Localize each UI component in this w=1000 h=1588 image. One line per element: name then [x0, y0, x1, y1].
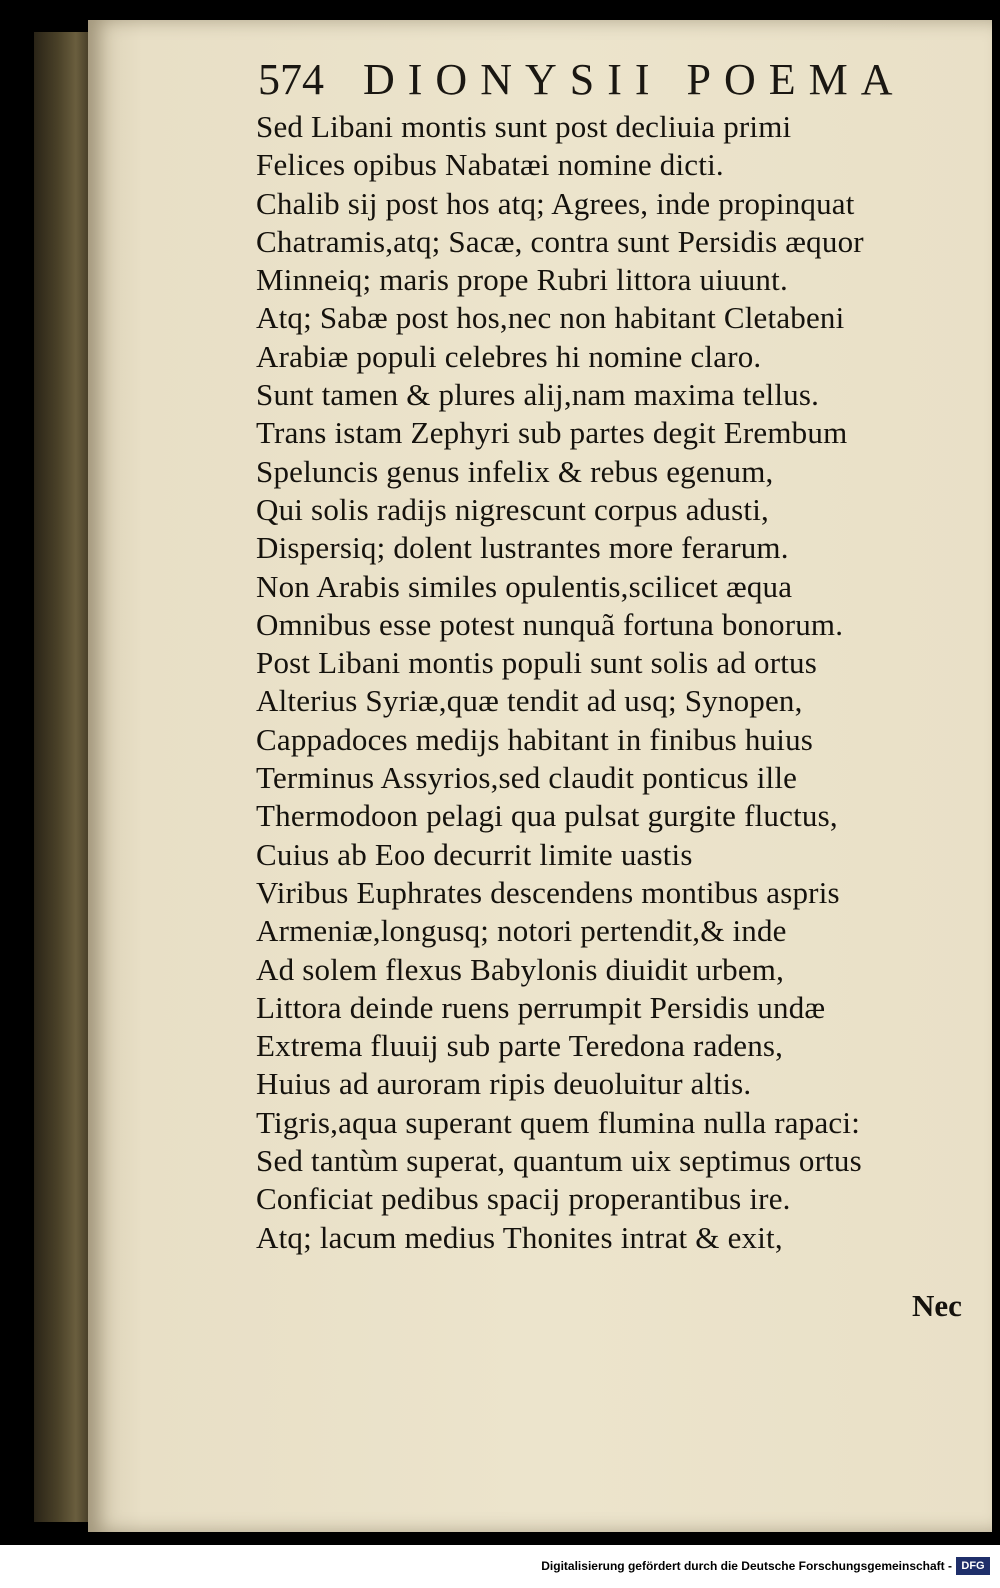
verse-line: Chalib sij post hos atq; Agrees, inde propinquat	[256, 185, 855, 221]
book-edge	[34, 32, 94, 1522]
verse-line: Sunt tamen & plures alij,nam maxima tellus.	[256, 377, 820, 413]
verse-line: Atq; lacum medius Thonites intrat & exit,	[256, 1219, 783, 1255]
running-title: DIONYSII POEMA	[363, 55, 906, 104]
verse-line: Chatramis,atq; Sacæ, contra sunt Persidis æquor	[256, 223, 864, 259]
verse-line: Arabiæ populi celebres hi nomine claro.	[256, 338, 762, 374]
verse-line: Cappadoces medijs habitant in finibus huius	[256, 721, 814, 757]
verse-line: Armeniæ,longusq; notori pertendit,& inde	[256, 913, 787, 949]
verse-line: Tigris,aqua superant quem flumina nulla rapaci:	[256, 1104, 861, 1140]
verse-line: Huius ad auroram ripis deuoluitur altis.	[256, 1066, 752, 1102]
verse-line: Viribus Euphrates descendens montibus aspris	[256, 874, 840, 910]
footer-bar	[0, 1545, 1000, 1588]
funding-notice: Digitalisierung gefördert durch die Deutsche Forschungsgemeinschaft -	[541, 1559, 952, 1573]
verse-line: Dispersiq; dolent lustrantes more ferarum.	[256, 530, 789, 566]
verse-line: Conficiat pedibus spacij properantibus ire.	[256, 1181, 791, 1217]
verse-line: Sed tantùm superat, quantum uix septimus ortus	[256, 1143, 862, 1179]
verse-line: Post Libani montis populi sunt solis ad ortus	[256, 645, 818, 681]
verse-line: Alterius Syriæ,quæ tendit ad usq; Synopen,	[256, 683, 803, 719]
verse-line: Omnibus esse potest nunquã fortuna bonorum.	[256, 606, 844, 642]
verse-line: Terminus Assyrios,sed claudit ponticus ille	[256, 760, 798, 796]
verse-line: Littora deinde ruens perrumpit Persidis undæ	[256, 989, 826, 1025]
verse-line: Speluncis genus infelix & rebus egenum,	[256, 453, 774, 489]
catchword: Nec	[912, 1288, 962, 1323]
page-number: 574	[258, 55, 324, 104]
verse-line: Minneiq; maris prope Rubri littora uiuunt.	[256, 262, 788, 298]
verse-line: Cuius ab Eoo decurrit limite uastis	[256, 836, 693, 872]
verse-line: Trans istam Zephyri sub partes degit Erembum	[256, 415, 848, 451]
verse-line: Ad solem flexus Babylonis diuidit urbem,	[256, 951, 785, 987]
verse-line: Sed Libani montis sunt post decliuia primi	[256, 109, 792, 144]
poem-text	[256, 108, 976, 1257]
verse-line: Qui solis radijs nigrescunt corpus adusti,	[256, 491, 769, 527]
verse-line: Non Arabis similes opulentis,scilicet æqua	[256, 568, 793, 604]
verse-line: Extrema fluuij sub parte Teredona radens,	[256, 1028, 784, 1064]
verse-line: Felices opibus Nabatæi nomine dicti.	[256, 147, 724, 183]
verse-line: Thermodoon pelagi qua pulsat gurgite fluctus,	[256, 798, 838, 834]
dfg-logo-icon: DFG	[956, 1557, 990, 1575]
running-header	[258, 54, 908, 104]
verse-line: Atq; Sabæ post hos,nec non habitant Cletabeni	[256, 300, 845, 336]
